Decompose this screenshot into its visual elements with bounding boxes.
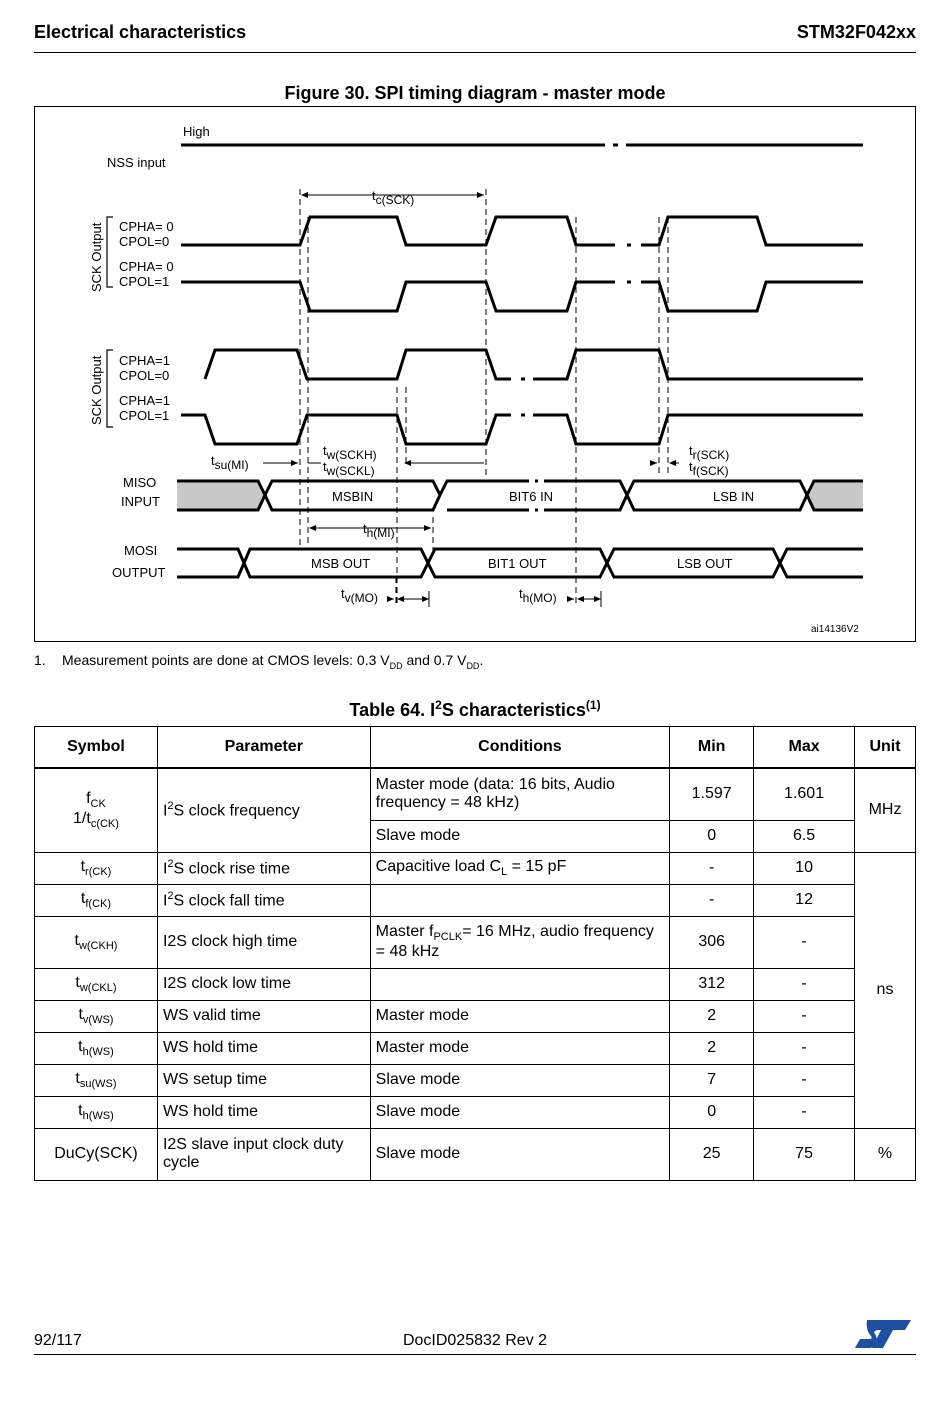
min-cell: 1.597 — [670, 768, 754, 820]
symbol-cell: $t_{f(CK)}$ — [35, 884, 158, 916]
figure-title: Figure 30. SPI timing diagram - master mode — [284, 83, 666, 103]
conditions-cell: Master $f_{PCLK}= 16$ MHz, audio frequency = 48 kHz — [370, 916, 670, 968]
table-row — [35, 852, 916, 884]
symbol-cell: DuCy(SCK) — [35, 1128, 158, 1180]
high-label: High — [183, 124, 210, 139]
symbol-cell: $t_{w(CKH)}$ — [35, 916, 158, 968]
footer-rule — [34, 1354, 916, 1355]
symbol-cell: $t_{w(CKL)}$ — [35, 968, 158, 1000]
table-row — [35, 1032, 916, 1064]
tw-sckh-label: tw(SCKH) — [323, 443, 377, 462]
table-row — [35, 916, 916, 968]
conditions-cell: Capacitive load $C_L = 15$ pF — [370, 852, 670, 884]
conditions-cell: Master mode — [370, 1000, 670, 1032]
max-cell: - — [754, 968, 855, 1000]
msb-in-label: MSBIN — [332, 489, 374, 504]
max-cell: - — [754, 916, 855, 968]
mosi-output-label: OUTPUT — [112, 565, 166, 580]
min-cell: 7 — [670, 1064, 754, 1096]
bracket-left-2 — [107, 350, 113, 427]
cpol0-label-1: CPOL=0 — [119, 234, 170, 249]
sck-cpha0-cpol1-signal — [181, 282, 863, 311]
table-row — [35, 968, 916, 1000]
parameter-cell: I2S clock low time — [157, 968, 370, 1000]
table-header-row — [35, 727, 916, 769]
figure-note: 1. Measurement points are done at CMOS levels: 0.3 $V_{DD}$ and 0.7 $V_{DD}$. — [34, 652, 484, 671]
parameter-cell: $I^2S$ clock frequency — [157, 768, 370, 852]
table-row — [35, 1096, 916, 1128]
tw-sckl-label: tw(SCKL) — [323, 459, 375, 478]
lsb-in-label: LSB IN — [713, 489, 755, 504]
bit6-in-label: BIT6 IN — [509, 489, 554, 504]
conditions-cell: Slave mode — [370, 1064, 670, 1096]
st-logo-icon — [853, 1316, 913, 1350]
conditions-cell — [370, 884, 670, 916]
min-cell: - — [670, 852, 754, 884]
header-min: Min — [670, 727, 754, 769]
min-cell: 312 — [670, 968, 754, 1000]
tv-mo-label: tv(MO) — [341, 586, 378, 605]
i2s-characteristics-table — [34, 726, 916, 1181]
parameter-cell: WS hold time — [157, 1032, 370, 1064]
conditions-cell: Slave mode — [370, 820, 670, 852]
min-cell: 25 — [670, 1128, 754, 1180]
table-row — [35, 1064, 916, 1096]
sck-cpha0-cpol0-signal — [181, 217, 863, 245]
sck-output-label-1: SCK Output — [89, 222, 104, 292]
cpha1-label-1: CPHA=1 — [119, 353, 170, 368]
tsu-mi-label: tsu(MI) — [211, 453, 249, 472]
cpol0-label-2: CPOL=0 — [119, 368, 170, 383]
table-title: Table 64. $I^2S$ characteristics$^{(1)}$ — [349, 698, 601, 720]
msb-out-label: MSB OUT — [311, 556, 371, 571]
tc-sck-label: tc(SCK) — [372, 188, 415, 207]
header-symbol: Symbol — [35, 727, 158, 769]
sck-output-label-2: SCK Output — [89, 355, 104, 425]
table-row — [35, 1128, 916, 1180]
unit-cell: % — [855, 1128, 916, 1180]
min-cell: 2 — [670, 1032, 754, 1064]
timing-diagram — [34, 106, 916, 642]
conditions-cell: Master mode (data: 16 bits, Audio frequency = 48 kHz) — [370, 768, 670, 820]
parameter-cell: WS hold time — [157, 1096, 370, 1128]
miso-input-label: INPUT — [121, 494, 160, 509]
min-cell: 306 — [670, 916, 754, 968]
unit-cell: MHz — [855, 768, 916, 852]
cpha1-label-2: CPHA=1 — [119, 393, 170, 408]
conditions-cell: Master mode — [370, 1032, 670, 1064]
min-cell: 2 — [670, 1000, 754, 1032]
max-cell: - — [754, 1096, 855, 1128]
th-mo-label: th(MO) — [519, 586, 557, 605]
symbol-cell: $t_{r(CK)}$ — [35, 852, 158, 884]
table-row — [35, 1000, 916, 1032]
mosi-label: MOSI — [124, 543, 158, 558]
timing-reference-lines — [300, 189, 668, 607]
conditions-cell: Slave mode — [370, 1096, 670, 1128]
header-parameter: Parameter — [157, 727, 370, 769]
symbol-cell: $f_{CK}$ $1/t_{c(CK)}$ — [35, 768, 158, 852]
miso-label: MISO — [123, 475, 157, 490]
timing-arrows — [263, 195, 679, 607]
header-conditions: Conditions — [370, 727, 670, 769]
st-logo — [853, 1316, 913, 1355]
max-cell: - — [754, 1032, 855, 1064]
parameter-cell: $I^2S$ clock fall time — [157, 884, 370, 916]
sck-cpha1-cpol0-signal — [205, 350, 863, 379]
sck-cpha1-cpol1-signal — [181, 415, 863, 444]
th-mi-label: th(MI) — [363, 521, 395, 540]
max-cell: 1.601 — [754, 768, 855, 820]
tf-sck-label: tf(SCK) — [689, 459, 729, 478]
cpol1-label-1: CPOL=1 — [119, 274, 170, 289]
tr-sck-label: tr(SCK) — [689, 443, 730, 462]
symbol-cell: $t_{h(WS)}$ — [35, 1032, 158, 1064]
min-cell: 0 — [670, 1096, 754, 1128]
conditions-cell: Slave mode — [370, 1128, 670, 1180]
symbol-cell: $t_{v(WS)}$ — [35, 1000, 158, 1032]
parameter-cell: I2S slave input clock duty cycle — [157, 1128, 370, 1180]
section-title: Electrical characteristics — [34, 22, 247, 42]
cpol1-label-2: CPOL=1 — [119, 408, 170, 423]
parameter-cell: WS setup time — [157, 1064, 370, 1096]
conditions-cell — [370, 968, 670, 1000]
doc-id: DocID025832 Rev 2 — [402, 1332, 548, 1349]
symbol-cell: $t_{h(WS)}$ — [35, 1096, 158, 1128]
max-cell: 6.5 — [754, 820, 855, 852]
timing-diagram-svg — [35, 107, 915, 641]
table-row — [35, 768, 916, 820]
bit1-out-label: BIT1 OUT — [488, 556, 547, 571]
figure-ref-code: ai14136V2 — [811, 624, 859, 635]
table-row — [35, 884, 916, 916]
unit-cell: ns — [855, 852, 916, 1128]
header-max: Max — [754, 727, 855, 769]
max-cell: 12 — [754, 884, 855, 916]
nss-input-label: NSS input — [107, 155, 166, 170]
parameter-cell: WS valid time — [157, 1000, 370, 1032]
bracket-left-1 — [107, 217, 113, 287]
max-cell: 10 — [754, 852, 855, 884]
max-cell: - — [754, 1064, 855, 1096]
max-cell: - — [754, 1000, 855, 1032]
symbol-cell: $t_{su(WS)}$ — [35, 1064, 158, 1096]
parameter-cell: I2S clock high time — [157, 916, 370, 968]
part-number: STM32F042xx — [796, 22, 916, 42]
min-cell: 0 — [670, 820, 754, 852]
lsb-out-label: LSB OUT — [677, 556, 733, 571]
cpha0-label-1: CPHA= 0 — [119, 219, 174, 234]
page-number: 92/117 — [34, 1332, 82, 1349]
parameter-cell: $I^2S$ clock rise time — [157, 852, 370, 884]
max-cell: 75 — [754, 1128, 855, 1180]
header-unit: Unit — [855, 727, 916, 769]
min-cell: - — [670, 884, 754, 916]
cpha0-label-2: CPHA= 0 — [119, 259, 174, 274]
header-rule — [34, 52, 916, 53]
